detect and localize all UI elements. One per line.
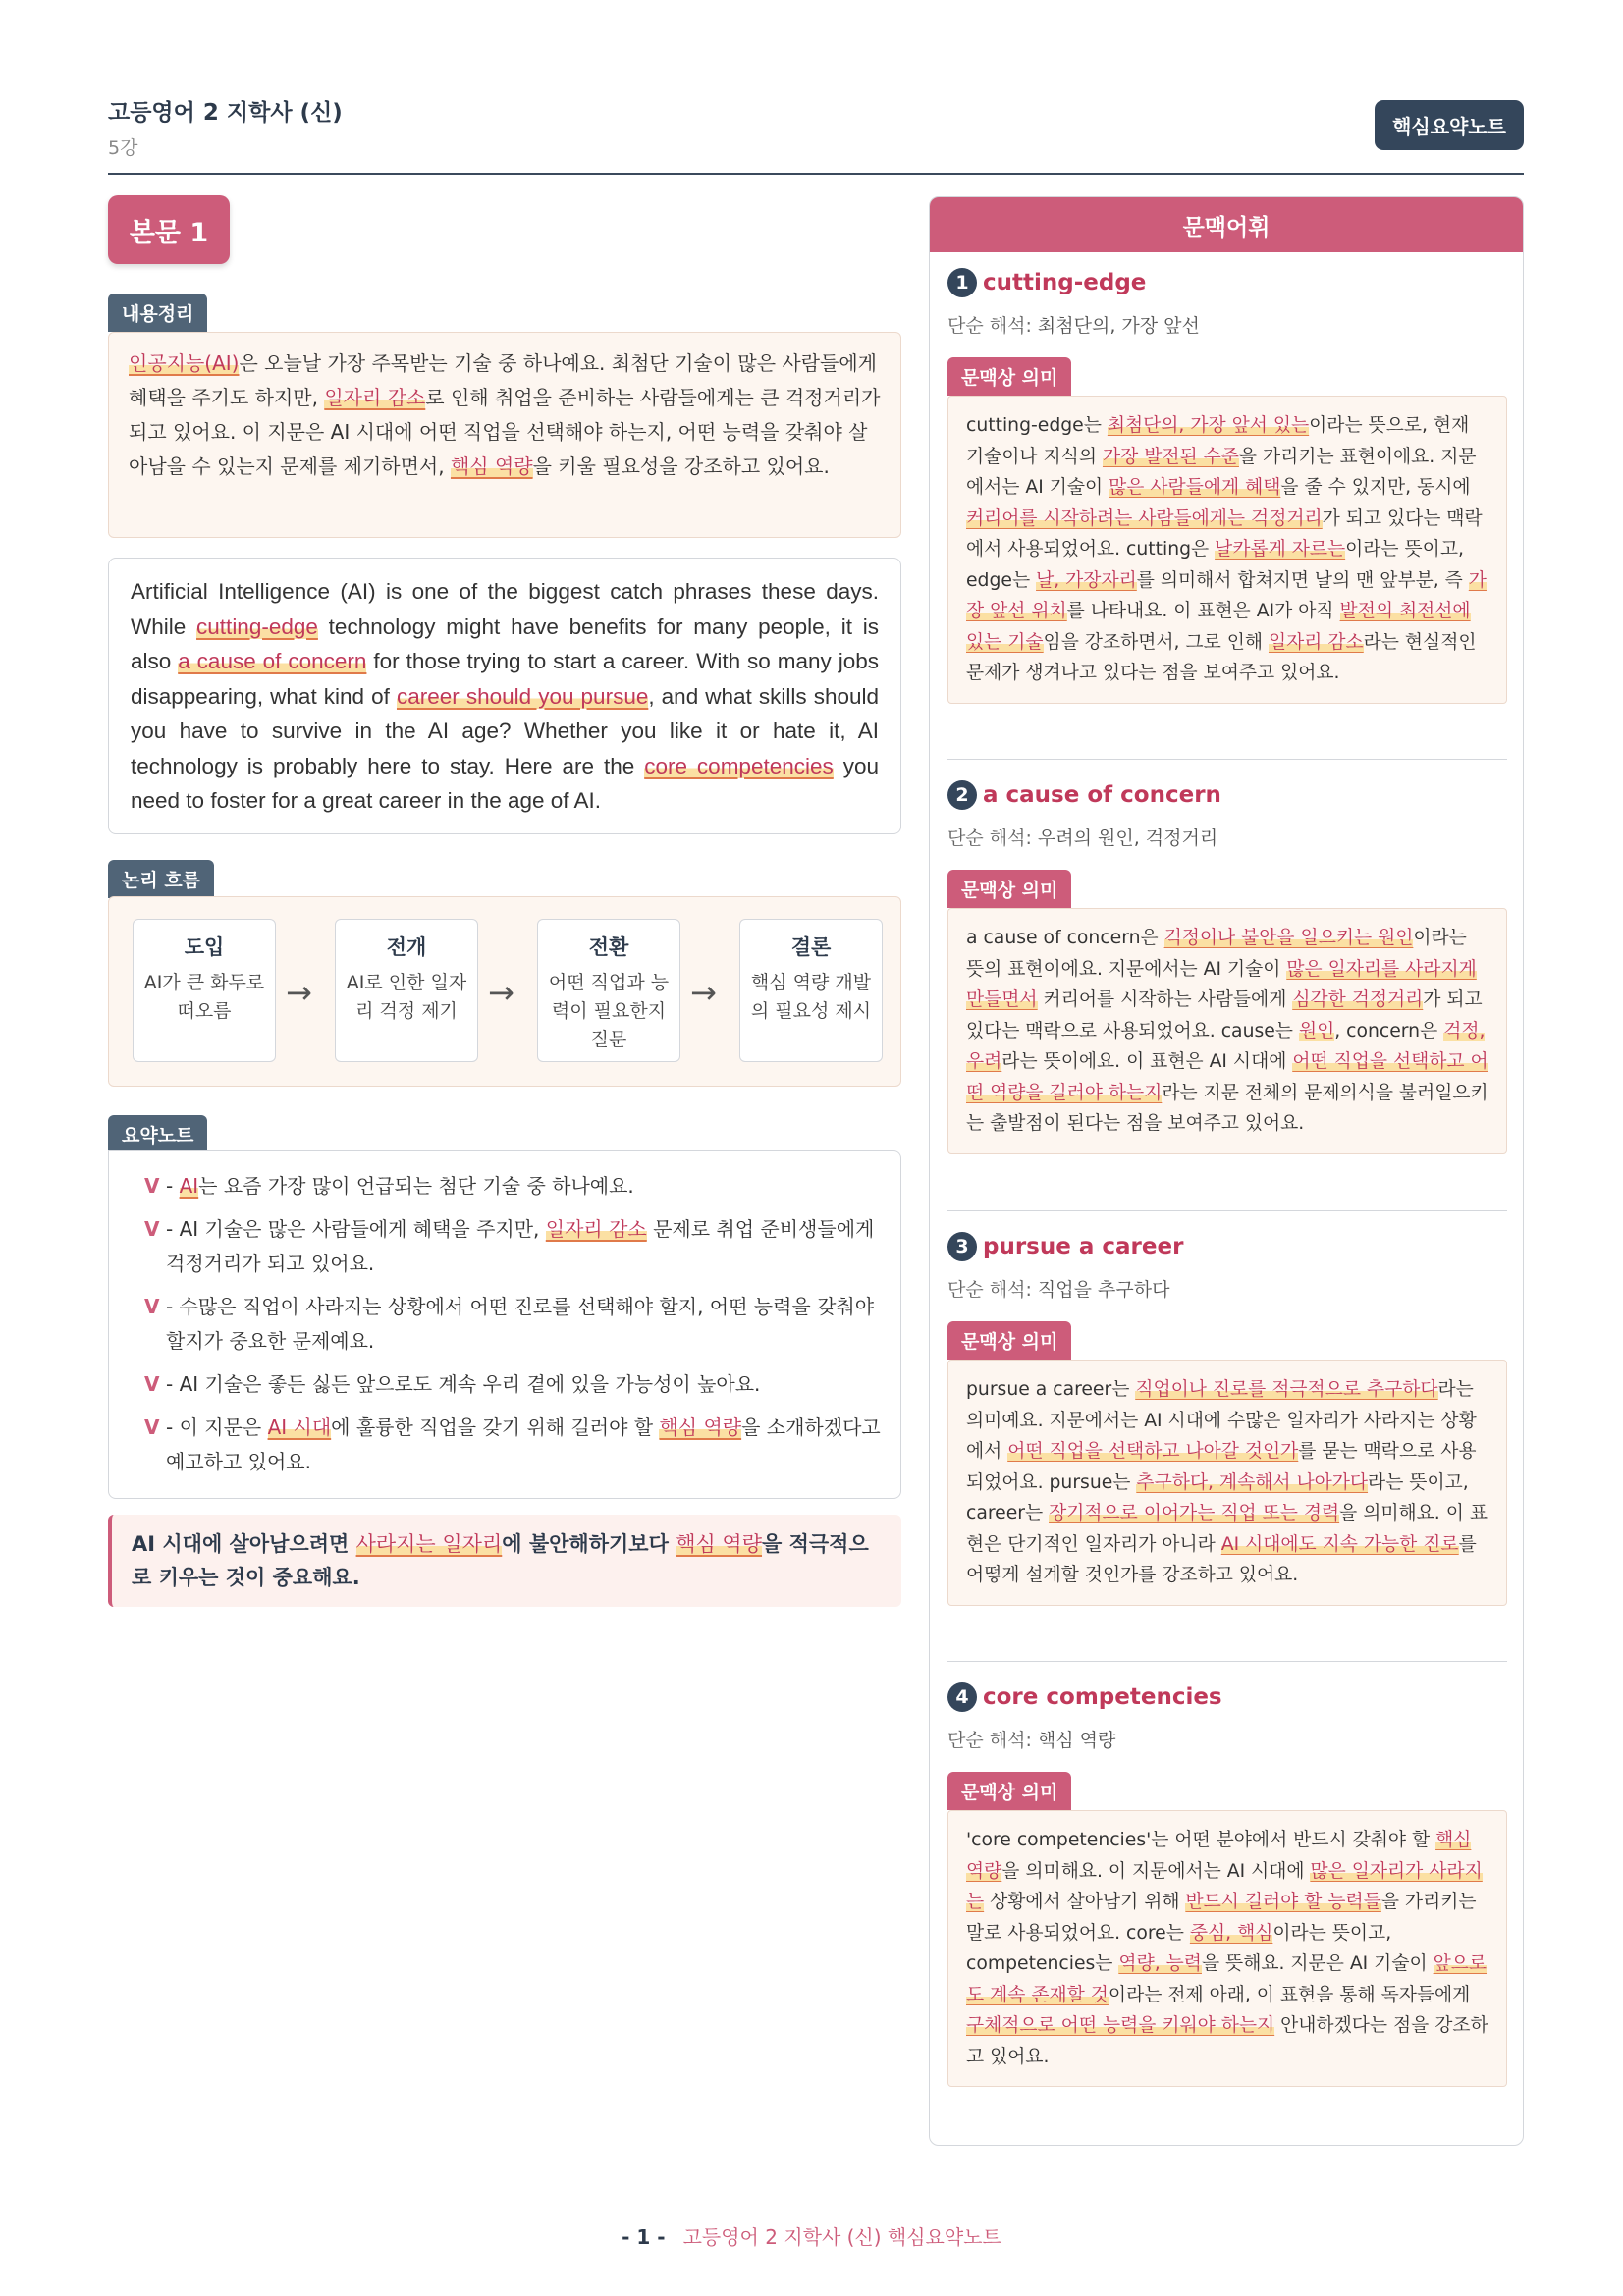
footer-title: 고등영어 2 지학사 (신) 핵심요약노트 [682, 2225, 1001, 2249]
highlight: 어떤 직업을 선택하고 어떤 역량을 길러야 하는지 [966, 1051, 1488, 1103]
vocab-term-row [947, 268, 1507, 297]
simple-text: 핵심 역량 [1037, 1730, 1116, 1751]
note-text: 에 훌륭한 직업을 갖기 위해 길러야 할 [331, 1415, 660, 1439]
highlight: 직업이나 진로를 적극적으로 추구하다 [1135, 1379, 1438, 1400]
vocab-entry [947, 1682, 1507, 2087]
lesson-number: 5강 [108, 137, 138, 159]
context-text: 라는 뜻이에요. 이 표현은 AI 시대에 [1001, 1051, 1293, 1072]
context-text: 를 의미해서 합쳐지면 날의 맨 앞부분, 즉 [1136, 569, 1469, 591]
context-text: 를 나타내요. 이 표현은 AI가 아직 [1066, 601, 1340, 621]
highlight: AI [179, 1174, 199, 1198]
passage-text: for those trying to start a career. With so many jobs disappearing, what kind of [131, 649, 879, 709]
vocab-term: a cause of concern [983, 782, 1221, 808]
highlight: 많은 사람들에게 혜택 [1109, 477, 1281, 498]
vocab-term-row [947, 1232, 1507, 1261]
flow-step [335, 919, 478, 1062]
highlight: 날카롭게 자르는 [1215, 539, 1346, 560]
note-text: 문제로 취업 준비생들에게 걱정거리가 되고 있어요. [166, 1217, 875, 1275]
context-text: 을 가리키는 표현이에요. 지문에서는 AI 기술이 [966, 446, 1477, 498]
notes-label: 요약노트 [108, 1115, 207, 1153]
note-item [127, 1411, 883, 1479]
context-text: 라는 뜻이고, career는 [966, 1471, 1469, 1523]
context-text: cutting-edge는 [966, 415, 1108, 436]
summary-label: 내용정리 [108, 294, 207, 332]
highlight: 가장 발전된 수준 [1102, 446, 1239, 467]
highlight: career should you pursue [396, 683, 649, 709]
context-text: 라는 지문 전체의 문제의식을 불러일으키는 출발점이 된다는 점을 보여주고 있어요. [966, 1082, 1488, 1134]
summary-text: 은 오늘날 가장 주목받는 기술 중 하나예요. 최첨단 기술이 많은 사람들에게 혜택을 주기도 하지만, [129, 351, 877, 409]
simple-text: 최첨단의, 가장 앞선 [1037, 315, 1200, 337]
context-text: 이라는 전제 아래, 이 표현을 통해 독자들에게 [1108, 1984, 1471, 2005]
highlight: 일자리 감소 [324, 386, 426, 409]
conclusion-text: 에 불안해하기보다 [502, 1532, 676, 1556]
context-label: 문맥상 의미 [947, 357, 1071, 396]
note-type-badge: 핵심요약노트 [1375, 100, 1524, 150]
simple-meaning [947, 311, 1507, 338]
flow-step [133, 919, 276, 1062]
highlight: AI 시대에도 지속 가능한 진로 [1220, 1533, 1459, 1555]
passage-text: , and what skills should you have to survive in the AI age? Whether you like it or hate it, AI technology is probably here to stay. Here are the [131, 683, 880, 778]
highlight: a cause of concern [178, 649, 367, 673]
section-tab: 본문 1 [108, 195, 230, 264]
highlight: 반드시 길러야 할 능력들 [1185, 1892, 1381, 1912]
flow-step-body: AI가 큰 화두로 떠오름 [143, 972, 265, 1022]
highlight: 어떤 직업을 선택하고 나아갈 것인가 [1007, 1441, 1299, 1462]
context-meaning [947, 1810, 1507, 2087]
highlight: 추구하다, 계속해서 나아가다 [1136, 1471, 1369, 1493]
context-text: a cause of concern은 [966, 928, 1164, 948]
highlight: 핵심 역량 [659, 1415, 742, 1439]
highlight: 걱정이나 불안을 일으키는 원인 [1163, 928, 1414, 948]
flow-step-body: AI로 인한 일자리 걱정 제기 [346, 972, 467, 1022]
note-text: - [166, 1174, 180, 1198]
vocab-term: pursue a career [983, 1234, 1184, 1259]
highlight: 날, 가장자리 [1036, 569, 1137, 591]
conclusion-box [108, 1515, 901, 1607]
passage-text: technology might have benefits for many people, it is also [131, 614, 879, 673]
check-mark-icon: V [144, 1372, 160, 1396]
context-text: 임을 강조하면서, 그로 인해 [1043, 631, 1269, 653]
highlight: 가장 앞선 위치 [966, 569, 1487, 621]
summary-box [108, 332, 901, 538]
page-footer [0, 2221, 1623, 2250]
simple-label: 단순 해석: [947, 828, 1038, 849]
highlight: 발전의 최전선에 있는 기술 [966, 601, 1471, 653]
vocab-term-row [947, 780, 1507, 810]
note-text: - AI 기술은 좋든 싫든 앞으로도 계속 우리 곁에 있을 가능성이 높아요. [166, 1372, 761, 1396]
context-text: 이라는 뜻이고, competencies는 [966, 1922, 1392, 1974]
flow-step-title: 전환 [588, 935, 629, 959]
divider [947, 1210, 1507, 1211]
simple-label: 단순 해석: [947, 315, 1038, 337]
flow-step-title: 결론 [790, 935, 832, 959]
vocab-entry [947, 780, 1507, 1154]
simple-meaning [947, 824, 1507, 850]
highlight: 커리어를 시작하려는 사람들에게는 걱정거리 [966, 507, 1323, 529]
highlight: 심각한 걱정거리 [1292, 989, 1424, 1010]
context-text: 가 되고 있다는 맥락에서 사용되었어요. cutting은 [966, 507, 1483, 560]
vocab-term: cutting-edge [983, 270, 1147, 295]
english-passage [108, 558, 901, 834]
check-mark-icon: V [144, 1217, 160, 1241]
context-text: 'core competencies'는 어떤 분야에서 반드시 갖춰야 할 [966, 1830, 1436, 1850]
conclusion-text: 을 적극적으로 키우는 것이 중요해요. [132, 1532, 869, 1589]
simple-label: 단순 해석: [947, 1730, 1038, 1751]
context-text: 라는 현실적인 문제가 생겨나고 있다는 점을 보여주고 있어요. [966, 631, 1477, 683]
context-text: 안내하겠다는 점을 강조하고 있어요. [966, 2015, 1488, 2067]
entry-number: 2 [947, 780, 977, 810]
highlight: 원인 [1298, 1020, 1335, 1041]
context-label: 문맥상 의미 [947, 1321, 1071, 1360]
context-text: 를 묻는 맥락으로 사용되었어요. pursue는 [966, 1441, 1477, 1493]
arrow-right-icon: → [690, 974, 717, 1011]
highlight: AI 시대 [267, 1415, 332, 1439]
context-text: 상황에서 살아남기 위해 [984, 1892, 1186, 1912]
highlight: 장기적으로 이어가는 직업 또는 경력 [1049, 1503, 1340, 1523]
page-number: - 1 - [622, 2225, 666, 2249]
note-text: 을 소개하겠다고 예고하고 있어요. [166, 1415, 881, 1473]
conclusion-text: AI 시대에 살아남으려면 [132, 1532, 356, 1556]
check-mark-icon: V [144, 1295, 160, 1318]
note-item [127, 1367, 883, 1402]
flow-step-body: 핵심 역량 개발의 필요성 제시 [750, 972, 872, 1022]
note-item [127, 1290, 883, 1359]
flow-step-title: 전개 [386, 935, 427, 959]
highlight: cutting-edge [196, 614, 318, 639]
context-text: pursue a career는 [966, 1379, 1136, 1400]
context-text: 이라는 뜻의 표현이에요. 지문에서는 AI 기술이 [966, 928, 1467, 980]
entry-number: 1 [947, 268, 977, 297]
context-meaning [947, 396, 1507, 704]
context-text: 을 의미해요. 이 지문에서는 AI 시대에 [1001, 1860, 1311, 1882]
highlight: 일자리 감소 [1268, 631, 1364, 653]
note-item [127, 1169, 883, 1203]
note-text: - 수많은 직업이 사라지는 상황에서 어떤 진로를 선택해야 할지, 어떤 능력을 갖춰야 할지가 중요한 문제예요. [166, 1295, 875, 1353]
logic-flow [108, 896, 901, 1087]
flow-step [739, 919, 883, 1062]
check-mark-icon: V [144, 1415, 160, 1439]
vocab-panel [929, 196, 1524, 2146]
highlight: 인공지능(AI) [129, 351, 240, 375]
highlight: 중심, 핵심 [1189, 1922, 1273, 1944]
passage-text: you need to foster for a great career in the age of AI. [131, 753, 879, 813]
flow-step [537, 919, 680, 1062]
highlight: 핵심 역량 [676, 1532, 763, 1556]
highlight: 핵심 역량 [966, 1830, 1472, 1882]
flow-label: 논리 흐름 [108, 860, 214, 898]
flow-step-title: 도입 [184, 935, 225, 959]
vocab-title: 문맥어휘 [930, 197, 1523, 252]
context-text: 이라는 뜻으로, 현재 기술이나 지식의 [966, 415, 1470, 467]
context-text: 를 어떻게 설계할 것인가를 강조하고 있어요. [966, 1533, 1477, 1585]
arrow-right-icon: → [286, 974, 312, 1011]
arrow-right-icon: → [488, 974, 514, 1011]
context-label: 문맥상 의미 [947, 1772, 1071, 1810]
simple-text: 우려의 원인, 걱정거리 [1037, 828, 1218, 849]
note-text: - 이 지문은 [166, 1415, 268, 1439]
divider [947, 1661, 1507, 1662]
highlight: 앞으로도 계속 존재할 것 [966, 1953, 1488, 2005]
simple-label: 단순 해석: [947, 1279, 1038, 1301]
document-title: 고등영어 2 지학사 (신) [108, 100, 343, 126]
context-text: 을 줄 수 있지만, 동시에 [1280, 477, 1471, 498]
flow-step-body: 어떤 직업과 능력이 필요한지 질문 [548, 972, 670, 1050]
context-text: 을 의미해요. 이 표현은 단기적인 일자리가 아니라 [966, 1503, 1488, 1555]
simple-meaning [947, 1275, 1507, 1302]
context-text: 커리어를 시작하는 사람들에게 [1037, 989, 1293, 1010]
vocab-entry [947, 268, 1507, 704]
entry-number: 3 [947, 1232, 977, 1261]
note-text: 는 요즘 가장 많이 언급되는 첨단 기술 중 하나예요. [198, 1174, 634, 1198]
context-meaning [947, 1360, 1507, 1606]
vocab-term-row [947, 1682, 1507, 1712]
note-item [127, 1212, 883, 1281]
context-text: 라는 의미예요. 지문에서는 AI 시대에 수많은 일자리가 사라지는 상황에서 [966, 1379, 1477, 1462]
passage-text: Artificial Intelligence (AI) is one of the biggest catch phrases these days. While [131, 579, 879, 639]
highlight: 구체적으로 어떤 능력을 키워야 하는지 [966, 2015, 1275, 2036]
highlight: 많은 일자리를 사라지게 만들면서 [966, 958, 1477, 1010]
summary-notes [108, 1150, 901, 1499]
context-meaning [947, 908, 1507, 1154]
context-text: , concern은 [1334, 1020, 1444, 1041]
check-mark-icon: V [144, 1174, 160, 1198]
simple-text: 직업을 추구하다 [1037, 1279, 1170, 1301]
highlight: 걱정, 우려 [966, 1020, 1486, 1072]
summary-text: 로 인해 취업을 준비하는 사람들에게는 큰 걱정거리가 되고 있어요. 이 지문은 AI 시대에 어떤 직업을 선택해야 하는지, 어떤 능력을 갖춰야 살아남을 수 있는지 문제를 제기하면서, [129, 386, 881, 478]
simple-meaning [947, 1726, 1507, 1752]
context-text: 을 가리키는 말로 사용되었어요. core는 [966, 1892, 1477, 1944]
vocab-entry [947, 1232, 1507, 1606]
highlight: core competencies [644, 753, 834, 778]
highlight: 일자리 감소 [545, 1217, 647, 1241]
context-label: 문맥상 의미 [947, 870, 1071, 908]
highlight: 역량, 능력 [1118, 1953, 1202, 1974]
divider [947, 759, 1507, 760]
vocab-term: core competencies [983, 1684, 1222, 1710]
context-text: 이라는 뜻이고, edge는 [966, 539, 1464, 591]
highlight: 최첨단의, 가장 앞서 있는 [1107, 415, 1310, 436]
highlight: 핵심 역량 [450, 454, 533, 478]
highlight: 사라지는 일자리 [355, 1532, 503, 1556]
page-header [108, 94, 1524, 175]
note-text: - AI 기술은 많은 사람들에게 혜택을 주지만, [166, 1217, 546, 1241]
context-text: 을 뜻해요. 지문은 AI 기술이 [1201, 1953, 1434, 1974]
context-text: 가 되고 있다는 맥락으로 사용되었어요. cause는 [966, 989, 1483, 1041]
summary-text: 을 키울 필요성을 강조하고 있어요. [532, 454, 830, 478]
entry-number: 4 [947, 1682, 977, 1712]
highlight: 많은 일자리가 사라지는 [966, 1860, 1483, 1912]
